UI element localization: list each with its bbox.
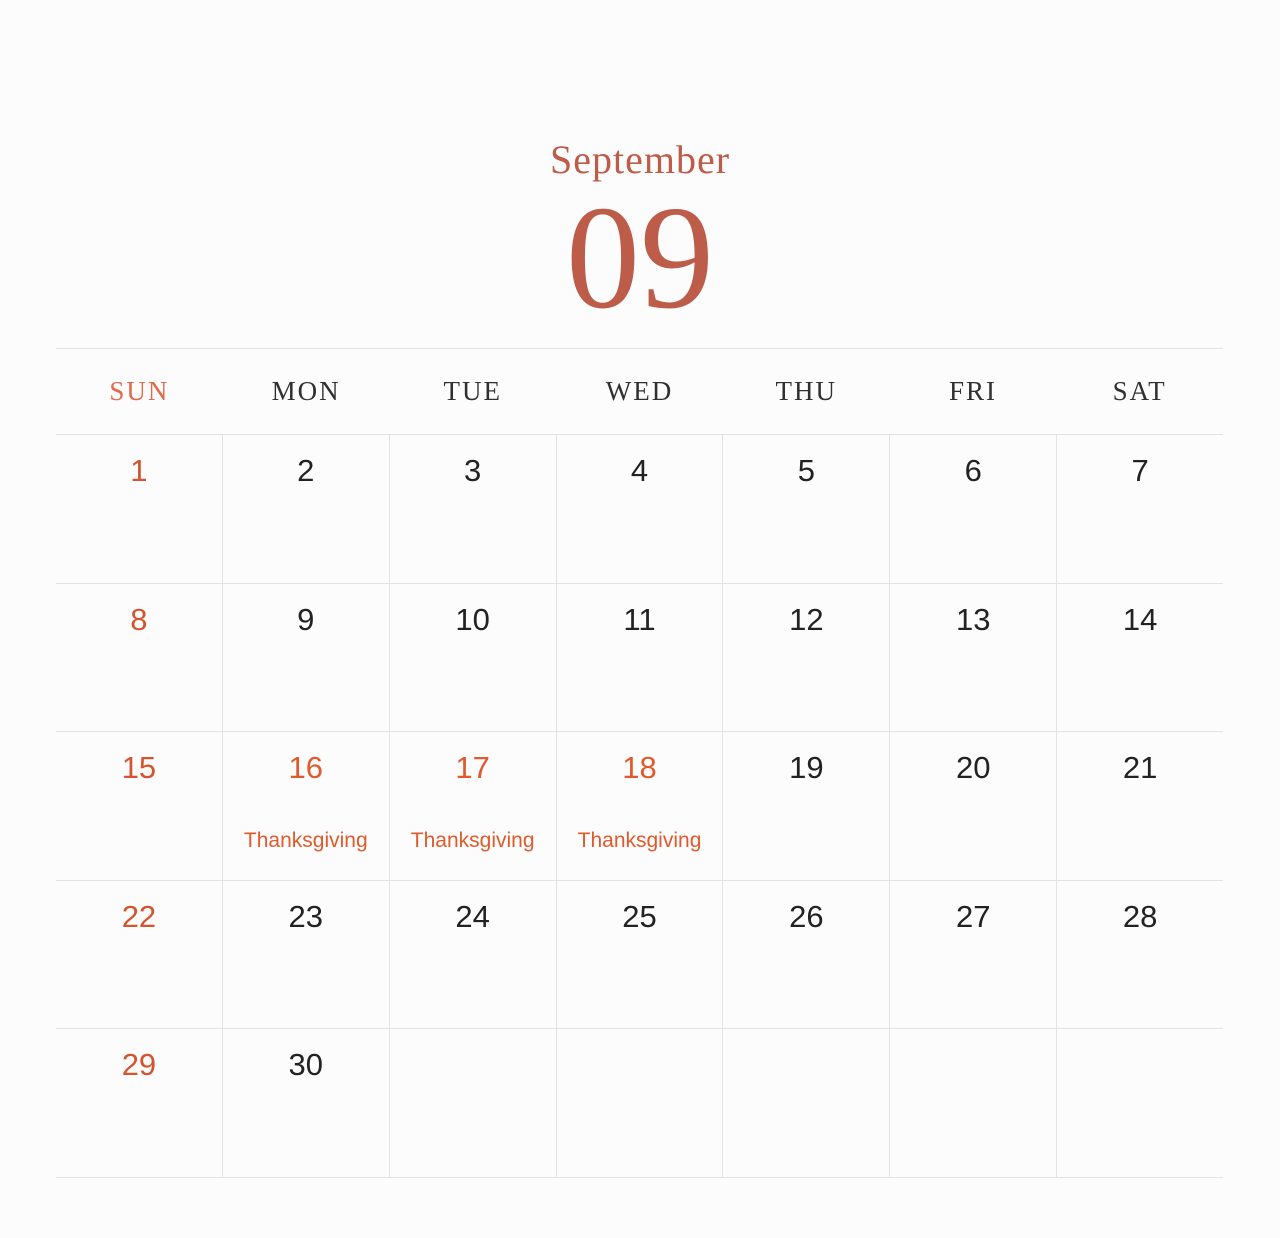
week-row-2	[56, 584, 1223, 733]
day-number: 22	[121, 898, 157, 934]
day-number	[723, 1029, 889, 1047]
day-cell-12	[722, 584, 889, 732]
day-number: 10	[455, 601, 490, 637]
day-number: 12	[789, 601, 824, 637]
day-number: 17	[455, 750, 490, 786]
day-number	[890, 1029, 1056, 1047]
day-cell-10	[389, 584, 556, 732]
day-number: 5	[797, 453, 815, 488]
day-cell-9	[222, 584, 389, 732]
day-cell-22	[56, 881, 222, 1029]
day-cell-23	[222, 881, 389, 1029]
week-row-5	[56, 1029, 1223, 1178]
week-row-4	[56, 881, 1223, 1030]
empty-cell	[556, 1029, 723, 1177]
day-number: 18	[622, 750, 657, 786]
holiday-label: Thanksgiving	[243, 829, 368, 853]
day-cell-24	[389, 881, 556, 1029]
day-cell-11	[556, 584, 723, 732]
day-cell-29	[56, 1029, 222, 1177]
day-cell-4	[556, 435, 723, 583]
day-number: 6	[964, 453, 982, 488]
day-cell-16	[222, 732, 389, 880]
day-cell-3	[389, 435, 556, 583]
weekday-mon: MON	[271, 376, 341, 406]
day-number: 7	[1131, 453, 1149, 488]
holiday-label: Thanksgiving	[410, 829, 535, 853]
day-number: 21	[1122, 750, 1158, 786]
day-cell-28	[1056, 881, 1223, 1029]
day-cell-2	[222, 435, 389, 583]
empty-cell	[722, 1029, 889, 1177]
month-header	[0, 137, 1280, 340]
holiday-label: Thanksgiving	[577, 829, 702, 853]
day-cell-13	[889, 584, 1056, 732]
day-cell-30	[222, 1029, 389, 1177]
day-number: 23	[288, 898, 324, 934]
day-number: 3	[464, 453, 482, 488]
day-number	[390, 1029, 556, 1047]
day-number: 26	[789, 898, 824, 934]
weekday-tue: TUE	[443, 376, 503, 406]
day-cell-1	[56, 435, 222, 583]
empty-cell	[1056, 1029, 1223, 1177]
day-cell-15	[56, 732, 222, 880]
day-cell-5	[722, 435, 889, 583]
weekday-header-row	[56, 348, 1223, 435]
day-cell-19	[722, 732, 889, 880]
week-row-1	[56, 435, 1223, 584]
weekday-sat: SAT	[1112, 376, 1167, 406]
day-cell-7	[1056, 435, 1223, 583]
day-number: 29	[121, 1047, 157, 1083]
day-cell-26	[722, 881, 889, 1029]
day-cell-20	[889, 732, 1056, 880]
weekday-thu: THU	[775, 376, 837, 406]
day-cell-8	[56, 584, 222, 732]
day-number	[557, 1029, 723, 1047]
day-number: 4	[630, 453, 649, 488]
day-number: 9	[297, 601, 315, 637]
day-cell-21	[1056, 732, 1223, 880]
day-number: 16	[288, 750, 324, 786]
day-number: 24	[455, 898, 490, 934]
day-number: 2	[297, 453, 315, 488]
day-number: 25	[622, 898, 657, 934]
day-number: 19	[789, 750, 824, 786]
day-number: 15	[121, 750, 157, 786]
day-cell-25	[556, 881, 723, 1029]
day-number: 1	[130, 453, 148, 488]
day-cell-18	[556, 732, 723, 880]
day-number: 28	[1122, 898, 1158, 934]
empty-cell	[389, 1029, 556, 1177]
day-number	[1057, 1029, 1223, 1047]
week-row-3	[56, 732, 1223, 881]
day-number: 14	[1122, 601, 1158, 637]
month-number: 09	[566, 176, 714, 340]
empty-cell	[889, 1029, 1056, 1177]
day-number: 8	[130, 601, 148, 637]
weekday-fri: FRI	[948, 376, 997, 406]
calendar-grid	[56, 348, 1223, 1178]
day-cell-14	[1056, 584, 1223, 732]
month-name: September	[549, 137, 731, 182]
day-cell-6	[889, 435, 1056, 583]
day-number: 13	[955, 601, 991, 637]
day-number: 11	[623, 601, 656, 637]
day-number: 27	[955, 898, 991, 934]
weekday-sun: SUN	[109, 376, 170, 406]
day-cell-17	[389, 732, 556, 880]
day-number: 20	[955, 750, 991, 786]
day-cell-27	[889, 881, 1056, 1029]
day-number: 30	[288, 1047, 324, 1083]
weekday-wed: WED	[605, 376, 674, 406]
